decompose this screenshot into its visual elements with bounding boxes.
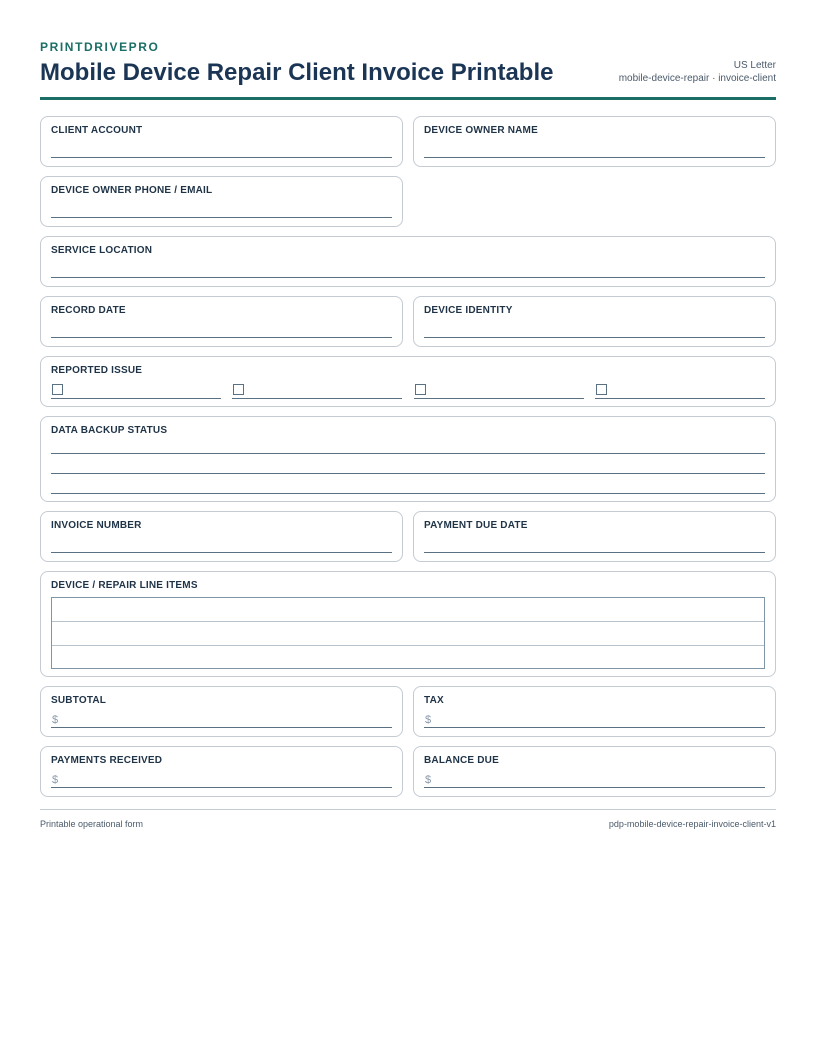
reported-issue-checkbox[interactable] (596, 384, 607, 395)
subtotal-field (40, 686, 403, 737)
line-items-table (51, 597, 765, 669)
device-identity-field (413, 296, 776, 347)
payments-received-currency-symbol: $ (52, 774, 59, 786)
form-meta (619, 59, 776, 85)
device-owner-name-field (413, 116, 776, 167)
record-date-input-line[interactable] (51, 337, 392, 338)
tax-currency-symbol: $ (425, 714, 432, 726)
tax-input-line[interactable] (424, 727, 765, 728)
device-owner-contact-input-line[interactable] (51, 217, 392, 218)
service-location-field (40, 236, 776, 287)
device-owner-contact-field (40, 176, 403, 227)
form-header (40, 40, 776, 100)
balance-due-field (413, 746, 776, 797)
paper-size: US Letter (733, 60, 776, 71)
subtotal-currency-symbol: $ (52, 714, 59, 726)
tax-field (413, 686, 776, 737)
data-backup-status-line[interactable] (51, 453, 765, 454)
footer-form-type: Printable operational form (40, 819, 144, 829)
tax-label: TAX (424, 695, 444, 706)
reported-issue-checkbox[interactable] (52, 384, 63, 395)
footer-form-id: pdp-mobile-device-repair-invoice-client-v1 (608, 819, 776, 829)
invoice-number-field (40, 511, 403, 562)
service-location-label: SERVICE LOCATION (51, 245, 153, 256)
reported-issue-checkbox[interactable] (233, 384, 244, 395)
table-row-divider (52, 621, 764, 622)
client-account-field (40, 116, 403, 167)
device-owner-name-input-line[interactable] (424, 157, 765, 158)
reported-issue-option-line[interactable] (595, 398, 765, 399)
data-backup-status-field (40, 416, 776, 502)
brand-logo-text: PRINTDRIVEPRO (40, 40, 160, 54)
form-footer (40, 809, 776, 829)
subtotal-label: SUBTOTAL (51, 695, 107, 706)
client-account-label: CLIENT ACCOUNT (51, 125, 143, 136)
device-identity-input-line[interactable] (424, 337, 765, 338)
payment-due-date-field (413, 511, 776, 562)
table-row-divider (52, 645, 764, 646)
reported-issue-option-line[interactable] (414, 398, 584, 399)
balance-due-input-line[interactable] (424, 787, 765, 788)
reported-issue-checkbox[interactable] (415, 384, 426, 395)
invoice-number-label: INVOICE NUMBER (51, 520, 142, 531)
payments-received-field (40, 746, 403, 797)
subtotal-input-line[interactable] (51, 727, 392, 728)
reported-issue-field (40, 356, 776, 407)
reported-issue-option-line[interactable] (232, 398, 402, 399)
device-owner-name-label: DEVICE OWNER NAME (424, 125, 538, 136)
reported-issue-option-line[interactable] (51, 398, 221, 399)
payments-received-label: PAYMENTS RECEIVED (51, 755, 163, 766)
balance-due-currency-symbol: $ (425, 774, 432, 786)
payment-due-date-input-line[interactable] (424, 552, 765, 553)
client-account-input-line[interactable] (51, 157, 392, 158)
invoice-number-input-line[interactable] (51, 552, 392, 553)
page-title: Mobile Device Repair Client Invoice Printable (40, 59, 554, 86)
payment-due-date-label: PAYMENT DUE DATE (424, 520, 528, 531)
balance-due-label: BALANCE DUE (424, 755, 499, 766)
line-items-field (40, 571, 776, 677)
record-date-field (40, 296, 403, 347)
payments-received-input-line[interactable] (51, 787, 392, 788)
data-backup-status-line[interactable] (51, 473, 765, 474)
data-backup-status-line[interactable] (51, 493, 765, 494)
form-slug: mobile-device-repair · invoice-client (618, 73, 776, 84)
device-identity-label: DEVICE IDENTITY (424, 305, 513, 316)
service-location-input-line[interactable] (51, 277, 765, 278)
line-items-label: DEVICE / REPAIR LINE ITEMS (51, 580, 198, 591)
device-owner-contact-label: DEVICE OWNER PHONE / EMAIL (51, 185, 213, 196)
record-date-label: RECORD DATE (51, 305, 126, 316)
data-backup-status-label: DATA BACKUP STATUS (51, 425, 168, 436)
reported-issue-label: REPORTED ISSUE (51, 365, 143, 376)
